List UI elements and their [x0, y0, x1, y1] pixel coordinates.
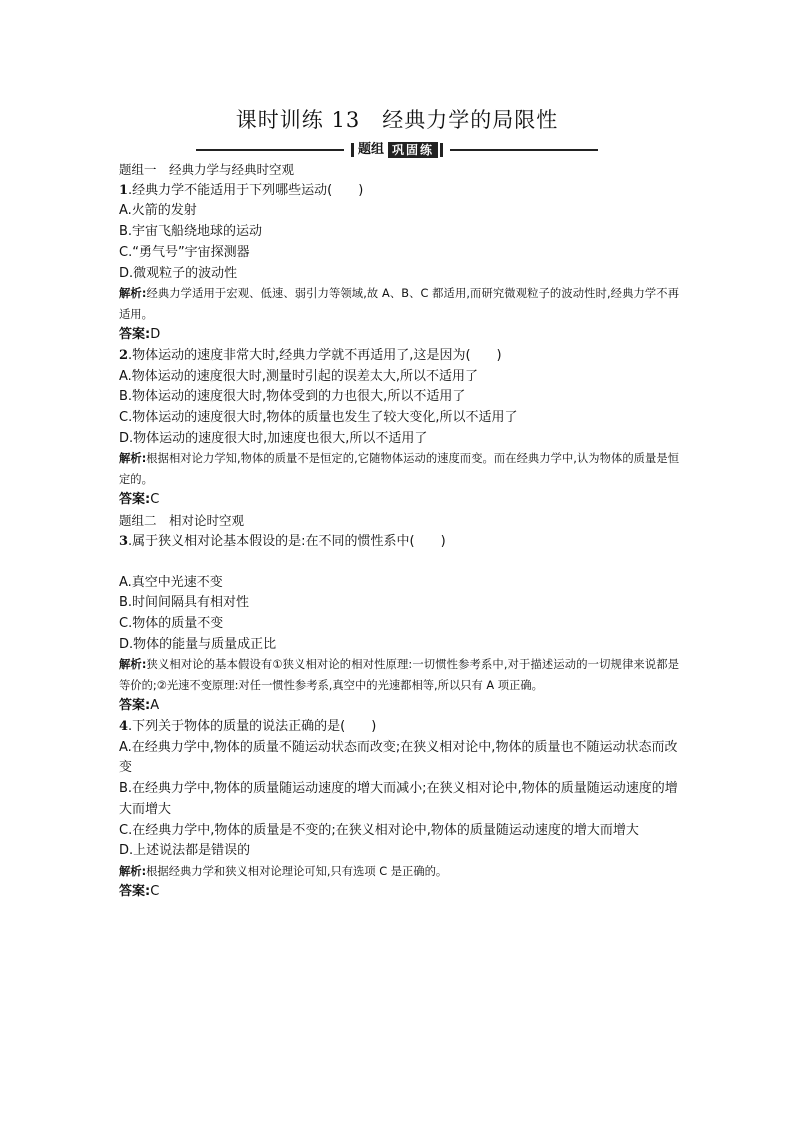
answer-value: D [150, 327, 161, 343]
answer-label: 答案: [119, 884, 151, 900]
option-item: A.真空中光速不变 [119, 574, 223, 590]
option-item: C.物体运动的速度很大时,物体的质量也发生了较大变化,所以不适用了 [119, 410, 518, 426]
option-item: B.时间间隔具有相对性 [119, 595, 250, 611]
answer [119, 696, 679, 717]
option-item: C.在经典力学中,物体的质量是不变的;在狭义相对论中,物体的质量随运动速度的增大而增大 [119, 822, 639, 838]
banner-label-b: 巩固练 [388, 142, 438, 158]
group-heading: 题组二 相对论时空观 [119, 513, 245, 529]
explanation-label: 解析: [119, 864, 147, 878]
question-number: 3 [119, 533, 129, 549]
answer-value: C [150, 884, 160, 900]
option-item: A.在经典力学中,物体的质量不随运动状态而改变;在狭义相对论中,物体的质量也不随运动状态而改变 [119, 739, 678, 776]
option-item: C.物体的质量不变 [119, 615, 224, 631]
answer-label: 答案: [119, 698, 151, 714]
option-item: B.在经典力学中,物体的质量随运动速度的增大而减小;在狭义相对论中,物体的质量随运动速度的增大而增大 [119, 781, 678, 817]
question-stem [119, 532, 679, 553]
option-item: A.物体运动的速度很大时,测量时引起的误差太大,所以不适用了 [119, 368, 479, 384]
question-block [119, 717, 679, 903]
banner-tag [344, 142, 450, 158]
explanation-label: 解析: [119, 658, 147, 672]
explanation [119, 862, 679, 883]
question-number: 2 [119, 347, 129, 363]
explanation [119, 655, 679, 696]
answer [119, 325, 679, 346]
option-item: D.上述说法都是错误的 [119, 843, 251, 859]
banner-bar-left [351, 143, 354, 157]
explanation-text: 狭义相对论的基本假设有①狭义相对论的相对性原理:一切惯性参考系中,对于描述运动的一切规律来说都是等价的;②光速不变原理:对任一惯性参考系,真空中的光速都相等,所以只有 A 项正确。 [119, 658, 679, 692]
banner-label-a: 题组 [357, 142, 384, 157]
section-banner [196, 142, 598, 158]
explanation-text: 根据经典力学和狭义相对论理论可知,只有选项 C 是正确的。 [146, 864, 448, 878]
answer-value: C [150, 492, 160, 508]
option-item: D.物体的能量与质量成正比 [119, 636, 277, 652]
question-stem [119, 346, 679, 367]
explanation [119, 284, 679, 325]
option-item: C.“勇气号”宇宙探测器 [119, 244, 250, 260]
option-item: B.宇宙飞船绕地球的运动 [119, 224, 263, 240]
option-item: A.火箭的发射 [119, 203, 197, 219]
banner-rule-left [196, 149, 344, 151]
option-item: D.物体运动的速度很大时,加速度也很大,所以不适用了 [119, 430, 428, 446]
banner-rule-right [450, 149, 598, 151]
group-heading: 题组一 经典力学与经典时空观 [119, 162, 295, 177]
question-number: 4 [119, 719, 129, 735]
answer-label: 答案: [119, 492, 151, 508]
explanation-text: 经典力学适用于宏观、低速、弱引力等领域,故 A、B、C 都适用,而研究微观粒子的波动性时,经典力学不再适用。 [119, 287, 679, 321]
explanation-label: 解析: [119, 287, 147, 301]
option-item: B.物体运动的速度很大时,物体受到的力也很大,所以不适用了 [119, 389, 466, 405]
answer-value: A [150, 698, 160, 714]
question-text: .属于狭义相对论基本假设的是:在不同的惯性系中( ) [128, 533, 446, 549]
answer [119, 490, 679, 511]
banner-bar-right [440, 143, 443, 157]
question-stem [119, 717, 679, 738]
question-block [119, 181, 679, 346]
blank-line [119, 553, 679, 573]
question-stem [119, 181, 679, 202]
question-text: .经典力学不能适用于下列哪些运动( ) [128, 182, 364, 198]
question-text: .下列关于物体的质量的说法正确的是( ) [128, 719, 377, 735]
page-title: 课时训练 13 经典力学的局限性 [235, 108, 559, 132]
answer [119, 882, 679, 903]
explanation-label: 解析: [119, 452, 147, 466]
exercise-content [119, 160, 679, 903]
option-item: D.微观粒子的波动性 [119, 265, 238, 281]
explanation-text: 根据相对论力学知,物体的质量不是恒定的,它随物体运动的速度而变。而在经典力学中,认为物体的质量是恒定的。 [119, 452, 679, 486]
question-block [119, 346, 679, 511]
explanation [119, 449, 679, 490]
question-block [119, 532, 679, 717]
question-text: .物体运动的速度非常大时,经典力学就不再适用了,这是因为( ) [128, 347, 502, 363]
question-number: 1 [119, 182, 129, 198]
answer-label: 答案: [119, 327, 151, 343]
